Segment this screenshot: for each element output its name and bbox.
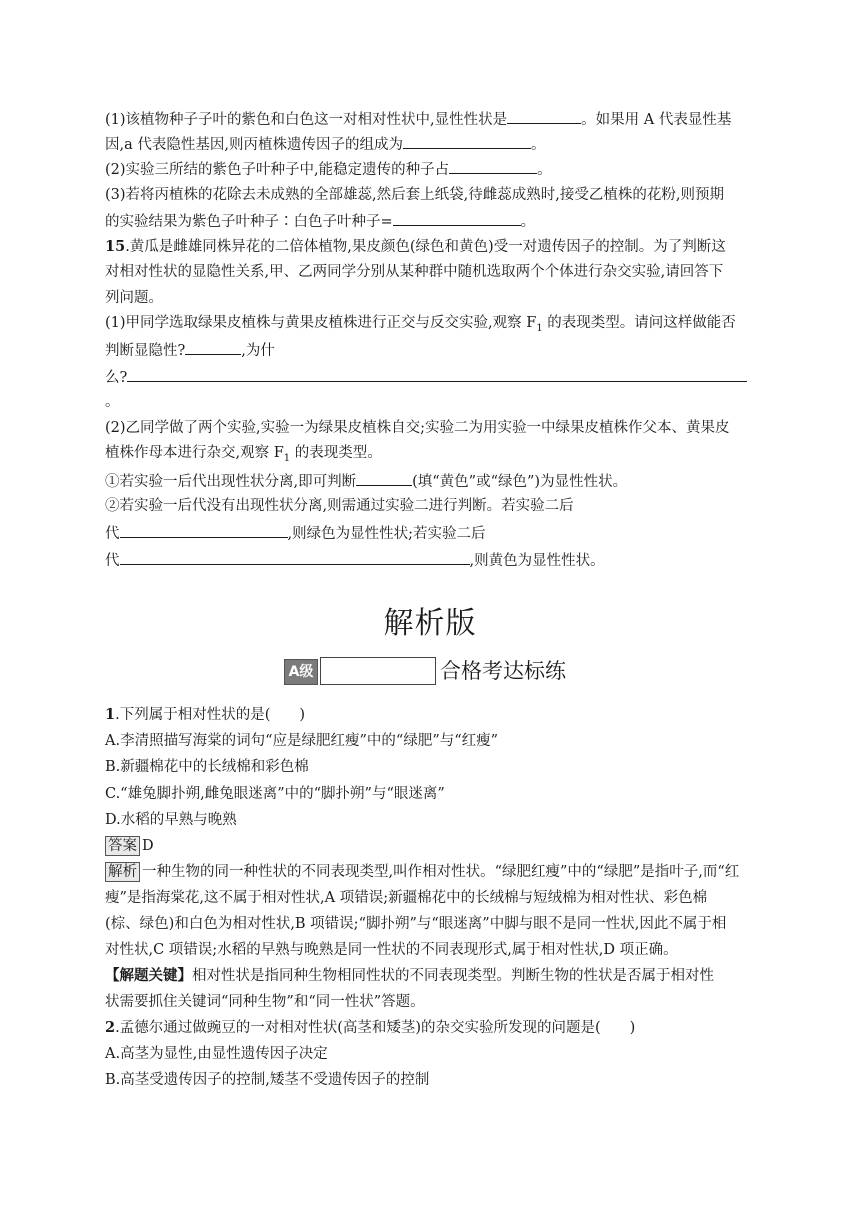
q15-part1-line2: 判断显隐性? ,为什: [105, 339, 765, 361]
answer-blank[interactable]: [507, 108, 581, 124]
answer-blank[interactable]: [449, 158, 537, 174]
level-box: [320, 657, 436, 685]
q14-part1-line1: (1)该植物种子子叶的紫色和白色这一对相对性状中,显性性状是 。如果用 A 代表显性基: [105, 108, 765, 130]
q1-analysis-line3: (棕、绿色)和白色为相对性状,B 项错误;“脚扑朔”与“眼迷离”中脚与眼不是同一性状,因此不属于相: [105, 916, 727, 932]
q15-part2-line2: 植株作母本进行杂交,观察 $F_1$ 的表现类型。: [105, 445, 382, 464]
q1-option-a: A.李清照描写海棠的词句“应是绿肥红瘦”中的“绿肥”与“红瘦”: [105, 733, 499, 749]
q15-stem-line1: 15.黄瓜是雌雄同株异花的二倍体植物,果皮颜色(绿色和黄色)受一对遗传因子的控制。为了判断这: [105, 238, 726, 255]
q15-case2-line3: 代 ,则黄色为显性性状。: [105, 549, 765, 571]
analysis-tag: 解析: [105, 862, 140, 882]
q15-stem-line2: 对相对性状的显隐性关系,甲、乙两同学分别从某种群中随机选取两个个体进行杂交实验,请回答下: [105, 264, 724, 280]
answer-blank[interactable]: [356, 470, 412, 486]
q14-part3-line1: (3)若将丙植株的花除去未成熟的全部雄蕊,然后套上纸袋,待雌蕊成熟时,接受乙植株的花粉,则预期: [105, 187, 724, 203]
q14-part1-line2: 因,a 代表隐性基因,则丙植株遗传因子的组成为 。: [105, 133, 765, 155]
q1-key-line1: 【解题关键】相对性状是指同种生物相同性状的不同表现类型。判断生物的性状是否属于相对性: [105, 967, 714, 984]
answer-blank[interactable]: [403, 133, 531, 149]
q1-analysis-line4: 对性状,C 项错误;水稻的早熟与晚熟是同一性状的不同表现形式,属于相对性状,D 项正确。: [105, 942, 678, 958]
q15-stem-line3: 列问题。: [105, 290, 163, 306]
q15-part2-line1: (2)乙同学做了两个实验,实验一为绿果皮植株自交;实验二为用实验一中绿果皮植株作父本、黄果皮: [105, 420, 730, 436]
answer-blank[interactable]: [120, 522, 288, 538]
q1-answer: 答案 D: [105, 836, 765, 856]
answer-tag: 答案: [105, 836, 140, 856]
q2-option-a: A.高茎为显性,由显性遗传因子决定: [105, 1046, 328, 1062]
q1-analysis-line2: 瘦”是指海棠花,这不属于相对性状,A 项错误;新疆棉花中的长绒棉与短绒棉为相对性状、彩色棉: [105, 890, 708, 906]
q15-part1-line3: 么?: [105, 366, 765, 388]
answer-blank[interactable]: [185, 339, 241, 355]
q1-analysis-line1: 解析 一种生物的同一种性状的不同表现类型,叫作相对性状。“绿肥红瘦”中的“绿肥”是指叶子,而“红: [105, 862, 765, 882]
q15-part1-line1: (1)甲同学选取绿果皮植株与黄果皮植株进行正交与反交实验,观察 $F_1$ 的表现类型。请问这样做能否: [105, 315, 736, 334]
q14-part3-line2: 的实验结果为紫色子叶种子∶白色子叶种子= 。: [105, 210, 765, 232]
q1-option-c: C.“雄兔脚扑朔,雌兔眼迷离”中的“脚扑朔”与“眼迷离”: [105, 786, 445, 802]
answer-blank[interactable]: [393, 210, 521, 226]
answer-blank[interactable]: [120, 549, 470, 565]
q1-option-d: D.水稻的早熟与晚熟: [105, 812, 237, 828]
q15-part1-line4: 。: [105, 394, 120, 410]
q14-part2: (2)实验三所结的紫色子叶种子中,能稳定遗传的种子占 。: [105, 158, 765, 180]
q15-case2-line1: ②若实验一后代没有出现性状分离,则需通过实验二进行判断。若实验二后: [105, 498, 574, 514]
q1-stem: 1.下列属于相对性状的是( ): [105, 706, 306, 723]
level-badge: A级: [284, 659, 318, 685]
q2-option-b: B.高茎受遗传因子的控制,矮茎不受遗传因子的控制: [105, 1072, 430, 1088]
q2-stem: 2.孟德尔通过做豌豆的一对相对性状(高茎和矮茎)的杂交实验所发现的问题是( ): [105, 1019, 636, 1036]
level-title: 合格考达标练: [440, 659, 566, 683]
q15-case1: ①若实验一后代出现性状分离,即可判断 (填“黄色”或“绿色”)为显性性状。: [105, 470, 765, 492]
section-heading: 解析版: [383, 606, 477, 641]
q1-option-b: B.新疆棉花中的长绒棉和彩色棉: [105, 759, 309, 775]
answer-blank-long[interactable]: [127, 366, 747, 382]
q15-case2-line2: 代 ,则绿色为显性性状;若实验二后: [105, 522, 765, 544]
q1-key-line2: 状需要抓住关键词“同种生物”和“同一性状”答题。: [105, 994, 425, 1010]
